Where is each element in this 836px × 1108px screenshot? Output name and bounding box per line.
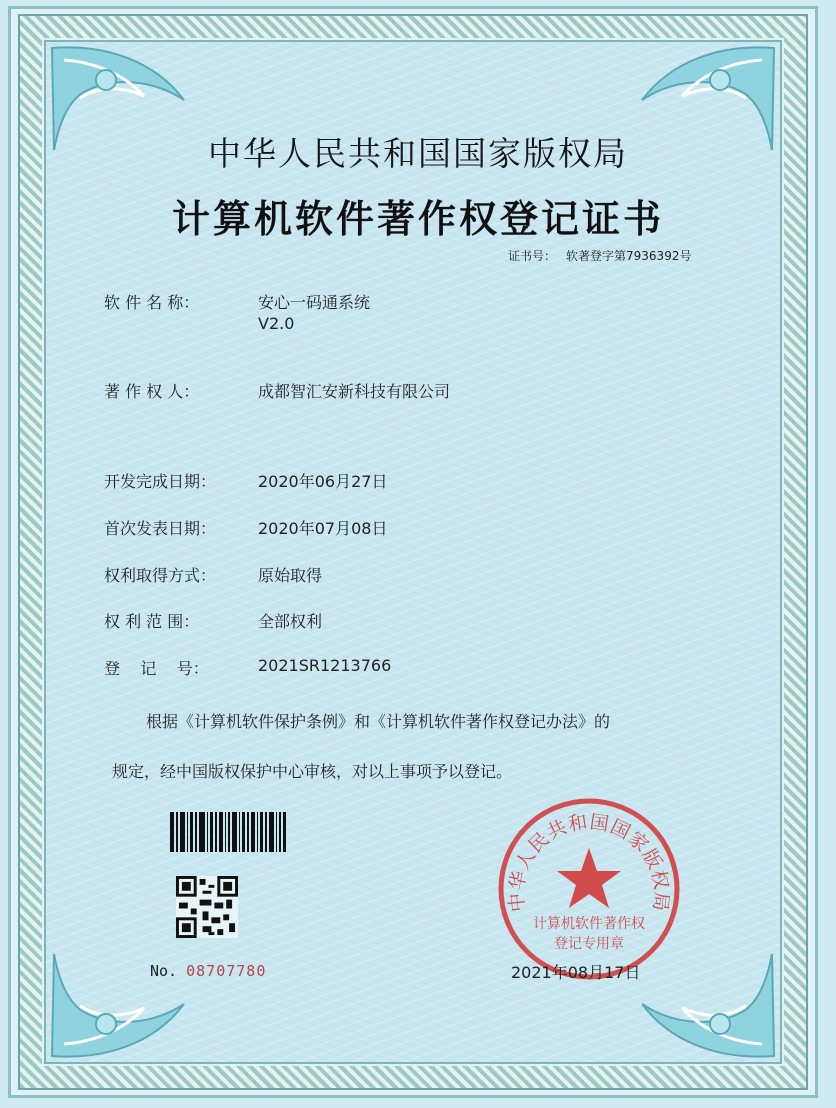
publish-date-label: 首次发表日期： (104, 519, 217, 538)
dev-date-label: 开发完成日期： (104, 472, 217, 491)
rights-scope-label: 权 利 范 围： (104, 612, 200, 631)
issue-date: 2021年08月17日 (511, 963, 641, 982)
registration-number-value: 2021SR1213766 (258, 656, 392, 675)
publish-date-value: 2020年07月08日 (258, 519, 388, 538)
acquire-method-label: 权利取得方式： (104, 566, 217, 585)
software-version: V2.0 (258, 314, 295, 333)
star-icon (557, 848, 621, 908)
authority-title: 中华人民共和国国家版权局 (208, 134, 628, 173)
software-name-label: 软 件 名 称： (104, 293, 200, 312)
official-seal (496, 796, 682, 982)
serial-number (150, 962, 266, 980)
certificate-title: 计算机软件著作权登记证书 (171, 197, 664, 241)
certificate-number (508, 247, 701, 264)
dev-date-value: 2020年06月27日 (258, 472, 388, 491)
certificate-number-label: 证书号： (508, 249, 557, 263)
seal-arc-text: 中华人民共和国国家版权局 (505, 810, 673, 913)
seal-line-2: 登记专用章 (554, 936, 624, 952)
qr-code (176, 876, 238, 938)
certificate-number-value: 软著登字第7936392号 (566, 249, 692, 263)
seal-line-1: 计算机软件著作权 (533, 916, 645, 932)
statement-line-2: 规定，经中国版权保护中心审核，对以上事项予以登记。 (112, 762, 513, 781)
serial-prefix: No. (150, 962, 178, 980)
acquire-method-value: 原始取得 (258, 566, 323, 585)
rights-scope-value: 全部权利 (258, 612, 323, 631)
registration-number-label: 登 记 号： (104, 659, 209, 678)
software-name-value: 安心一码通系统 (258, 293, 371, 312)
barcode (170, 812, 292, 852)
statement-line-1: 根据《计算机软件保护条例》和《计算机软件著作权登记办法》的 (146, 712, 611, 731)
owner-value: 成都智汇安新科技有限公司 (258, 382, 451, 401)
owner-label: 著 作 权 人： (104, 382, 200, 401)
serial-number-value: 08707780 (186, 962, 267, 980)
